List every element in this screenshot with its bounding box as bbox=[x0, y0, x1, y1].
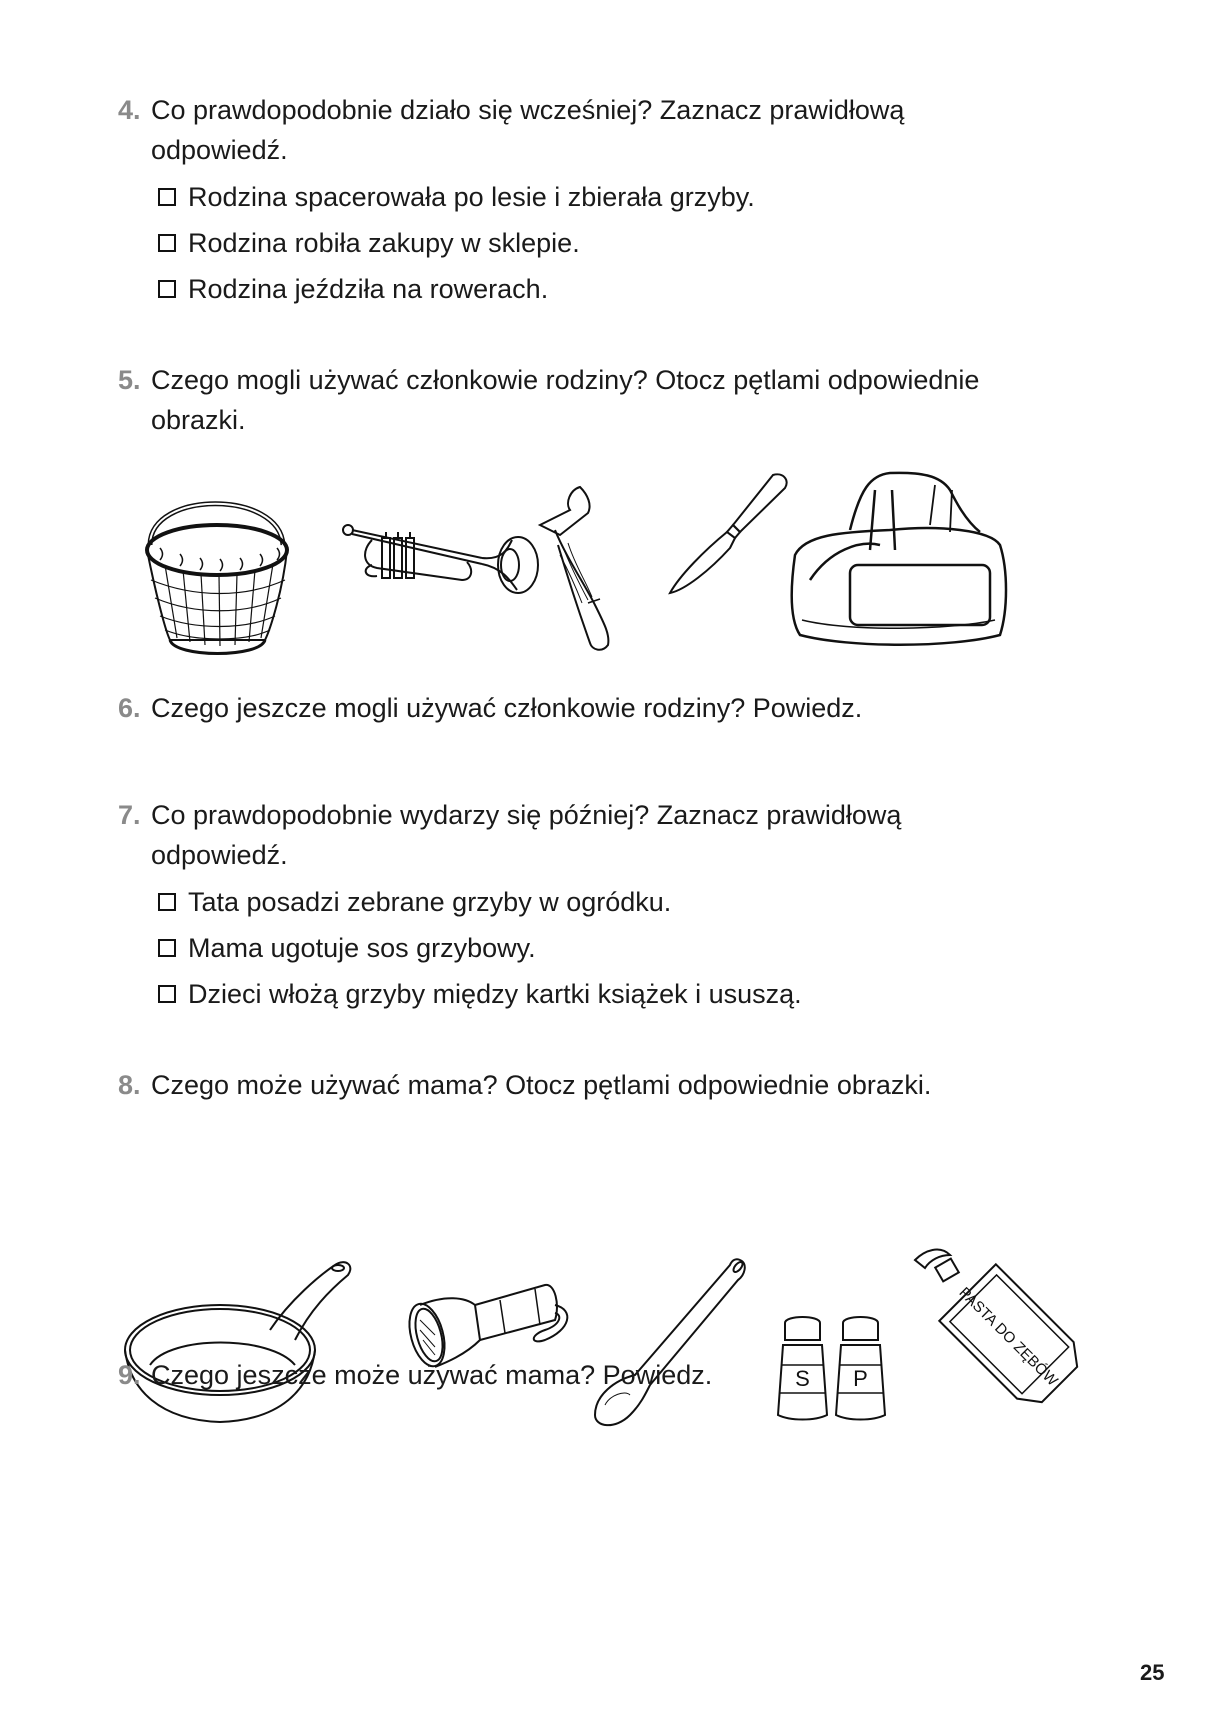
task-number: 4. bbox=[118, 95, 141, 125]
task-9 bbox=[118, 1355, 1118, 1395]
salt-label: S bbox=[795, 1366, 810, 1391]
option-label: Rodzina robiła zakupy w sklepie. bbox=[188, 228, 580, 258]
task-question: Czego jeszcze mogli używać członkowie rodziny? Powiedz. bbox=[151, 693, 863, 723]
task-7 bbox=[118, 795, 1118, 1017]
page-number: 25 bbox=[1140, 1660, 1165, 1685]
answer-option[interactable] bbox=[158, 925, 1118, 971]
task-4 bbox=[118, 90, 1118, 312]
task-number: 5. bbox=[118, 365, 141, 395]
answer-option[interactable] bbox=[158, 174, 1118, 220]
task-question: Co prawdopodobnie wydarzy się później? Zaznacz prawidłową bbox=[151, 800, 902, 830]
knife-picture[interactable] bbox=[665, 470, 795, 600]
basket-picture[interactable] bbox=[135, 480, 295, 660]
task-question: Co prawdopodobnie działo się wcześniej? Zaznacz prawidłową bbox=[151, 95, 905, 125]
option-label: Mama ugotuje sos grzybowy. bbox=[188, 933, 536, 963]
task-number: 9. bbox=[118, 1360, 141, 1390]
checkbox[interactable] bbox=[158, 893, 176, 911]
toothpaste-label: PASTA DO ZĘBÓW bbox=[955, 1284, 1061, 1390]
task-question-cont: odpowiedź. bbox=[151, 840, 288, 870]
answer-option[interactable] bbox=[158, 879, 1118, 925]
task-8 bbox=[118, 1065, 1118, 1105]
answer-option[interactable] bbox=[158, 971, 1118, 1017]
checkbox[interactable] bbox=[158, 939, 176, 957]
task-number: 8. bbox=[118, 1070, 141, 1100]
task-question: Czego jeszcze może używać mama? Powiedz. bbox=[151, 1360, 713, 1390]
task-5 bbox=[118, 360, 1118, 440]
task-question: Czego mogli używać członkowie rodziny? Otocz pętlami odpowiednie bbox=[151, 365, 980, 395]
axe-picture[interactable] bbox=[530, 485, 640, 655]
option-label: Dzieci włożą grzyby między kartki książek i ususzą. bbox=[188, 979, 802, 1009]
checkbox[interactable] bbox=[158, 188, 176, 206]
answer-option[interactable] bbox=[158, 220, 1118, 266]
sports-bag-picture[interactable] bbox=[790, 470, 1010, 650]
frying-pan-picture[interactable] bbox=[120, 1250, 360, 1430]
task-6 bbox=[118, 688, 1118, 728]
task-question-cont: odpowiedź. bbox=[151, 135, 288, 165]
task-question: Czego może używać mama? Otocz pętlami odpowiednie obrazki. bbox=[151, 1070, 932, 1100]
trumpet-picture[interactable] bbox=[342, 520, 542, 620]
option-label: Rodzina spacerowała po lesie i zbierała grzyby. bbox=[188, 182, 755, 212]
task-number: 6. bbox=[118, 693, 141, 723]
option-label: Tata posadzi zebrane grzyby w ogródku. bbox=[188, 887, 672, 917]
option-label: Rodzina jeździła na rowerach. bbox=[188, 274, 549, 304]
pepper-label: P bbox=[853, 1366, 868, 1391]
answer-options bbox=[118, 174, 1118, 312]
checkbox[interactable] bbox=[158, 985, 176, 1003]
task-question-cont: obrazki. bbox=[151, 405, 246, 435]
answer-options bbox=[118, 879, 1118, 1017]
wooden-spoon-picture[interactable] bbox=[590, 1255, 750, 1435]
checkbox[interactable] bbox=[158, 234, 176, 252]
task-number: 7. bbox=[118, 800, 141, 830]
answer-option[interactable] bbox=[158, 266, 1118, 312]
checkbox[interactable] bbox=[158, 280, 176, 298]
